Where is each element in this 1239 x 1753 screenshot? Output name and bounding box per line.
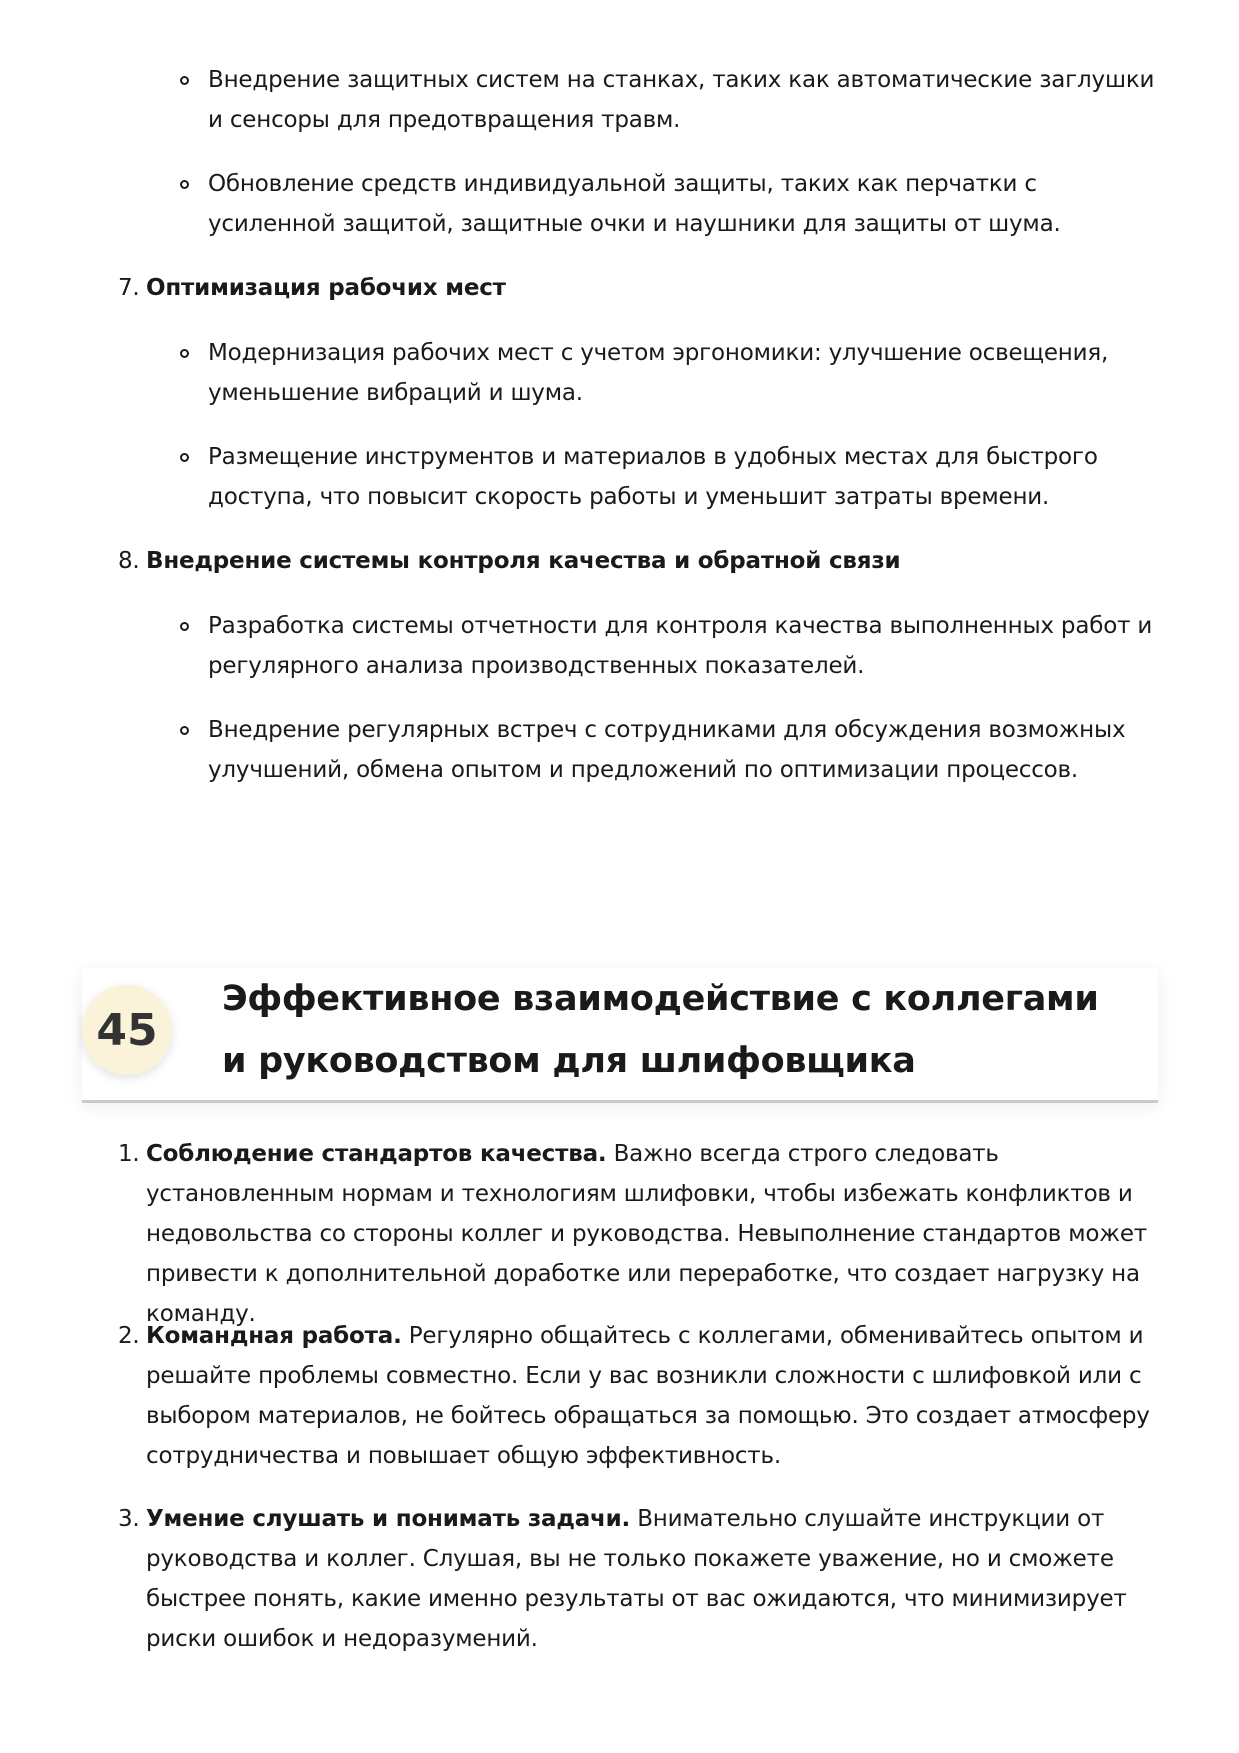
list-item: Обновление средств индивидуальной защиты, таких как перчатки с усиленной защитой, защитные очки и наушники для защиты от шума.	[208, 171, 1061, 237]
numbered-heading-8	[118, 541, 900, 581]
bullet-icon	[180, 453, 189, 462]
list-item: Внедрение защитных систем на станках, таких как автоматические заглушки и сенсоры для предотвращения травм.	[208, 67, 1155, 133]
item-title: Внедрение системы контроля качества и обратной связи	[146, 548, 901, 574]
section-number-badge: 45	[82, 985, 172, 1075]
paragraph-item	[118, 1134, 1158, 1334]
item-number: 1.	[118, 1141, 140, 1167]
item-number: 2.	[118, 1323, 140, 1349]
list-item: Размещение инструментов и материалов в удобных местах для быстрого доступа, что повысит скорость работы и уменьшит затраты времени.	[208, 444, 1098, 510]
bullet-icon	[180, 622, 189, 631]
list-item: Разработка системы отчетности для контроля качества выполненных работ и регулярного анализа производственных показателей.	[208, 613, 1153, 679]
paragraph-lead: Соблюдение стандартов качества.	[146, 1141, 607, 1167]
paragraph-lead: Умение слушать и понимать задачи.	[146, 1506, 631, 1532]
item-number: 8.	[118, 548, 140, 574]
paragraph-item	[118, 1316, 1158, 1476]
item-number: 7.	[118, 275, 140, 301]
paragraph-text: Важно всегда строго следовать установленным нормам и технологиям шлифовки, чтобы избежать конфликтов и недовольства со стороны коллег и руководства. Невыполнение стандартов может привести к дополнительной доработке или переработке, что создает нагрузку на команду.	[146, 1141, 1147, 1327]
numbered-heading-7	[118, 268, 506, 308]
list-item: Модернизация рабочих мест с учетом эргономики: улучшение освещения, уменьшение вибраций и шума.	[208, 340, 1109, 406]
bullet-icon	[180, 180, 189, 189]
bullet-icon	[180, 726, 189, 735]
paragraph-item	[118, 1499, 1158, 1659]
paragraph-lead: Командная работа.	[146, 1323, 402, 1349]
list-item: Внедрение регулярных встреч с сотрудниками для обсуждения возможных улучшений, обмена опытом и предложений по оптимизации процессов.	[208, 717, 1126, 783]
paragraph-text: Внимательно слушайте инструкции от руководства и коллег. Слушая, вы не только покажете уважение, но и сможете быстрее понять, какие именно результаты от вас ожидаются, что минимизирует риски ошибок и недоразумений.	[146, 1506, 1127, 1652]
bullet-icon	[180, 349, 189, 358]
item-title: Оптимизация рабочих мест	[146, 275, 506, 301]
section-title: Эффективное взаимодействие с коллегами и руководством для шлифовщика	[222, 979, 1099, 1081]
bullet-icon	[180, 76, 189, 85]
paragraph-text: Регулярно общайтесь с коллегами, обменивайтесь опытом и решайте проблемы совместно. Если у вас возникли сложности с шлифовкой или с выбором материалов, не бойтесь обращаться за помощью. Это создает атмосферу сотрудничества и повышает общую эффективность.	[146, 1323, 1150, 1469]
item-number: 3.	[118, 1506, 140, 1532]
